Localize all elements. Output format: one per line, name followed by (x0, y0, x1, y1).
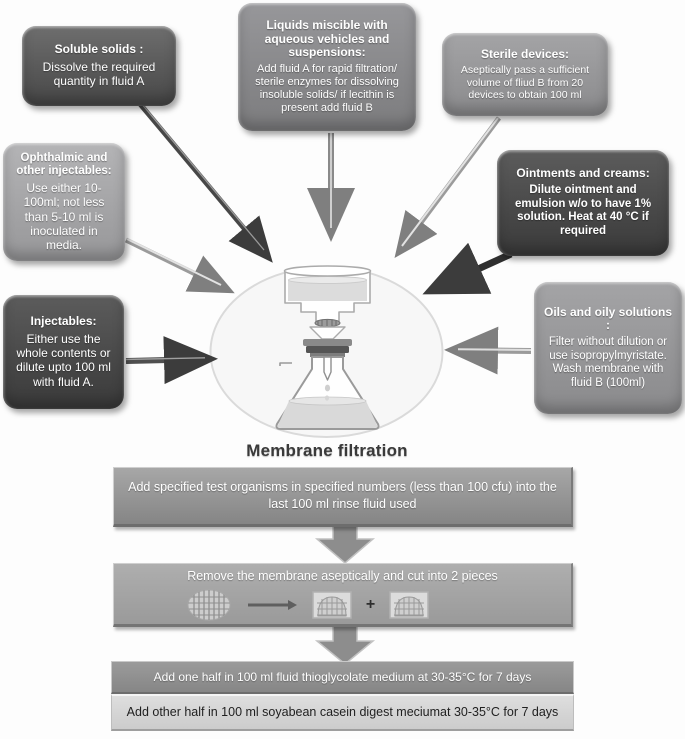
flow-step-text: Add other half in 100 ml soyabean casein digest meciumat 30-35°C for 7 days (126, 705, 559, 719)
callout-title: Sterile devices: (480, 46, 570, 61)
callout-ointments-creams (497, 150, 669, 256)
flow-step-add-organisms (113, 467, 573, 527)
arrow-injectables-icon (126, 358, 209, 361)
callout-ophthalmic-injectables (3, 143, 125, 261)
callout-title: Soluble solids : (54, 42, 144, 57)
arrow-oils-icon (453, 349, 531, 351)
callout-title: Ophthalmic and other injectables: (16, 151, 112, 178)
flow-step-soyabean-casein (111, 694, 574, 731)
flow-step-remove-membrane (113, 563, 573, 627)
callout-body: Filter without dilution or use isopropylmyristate. Wash membrane with fluid B (100ml) (548, 336, 668, 389)
callout-title: Ointments and creams: (516, 166, 650, 181)
callout-title: Injectables: (30, 314, 97, 329)
flow-step-text: Remove the membrane aseptically and cut into 2 pieces (187, 569, 498, 583)
center-caption: Membrane filtration (246, 441, 408, 460)
callout-body: Use either 10-100ml; not less than 5-10 ml is inoculated in media. (23, 181, 105, 252)
callout-body: Dilute ointment and emulsion w/o to have 1% solution. Heat at 40 °C if required (514, 184, 652, 237)
callout-title: Liquids miscible with aqueous vehicles and suspensions: (264, 17, 390, 60)
callout-body: Aseptically pass a sufficient volume of fliud B from 20 devices to obtain 100 ml (460, 64, 590, 102)
plus-sign: + (365, 596, 376, 614)
flow-step-text: Add one half in 100 ml fluid thioglycolate medium at 30-35°C for 7 days (153, 669, 532, 684)
down-arrow-icon (317, 626, 373, 664)
membrane-half-icon (389, 591, 429, 619)
arrow-ointments-icon (432, 254, 511, 290)
membrane-disc-icon (186, 588, 232, 622)
callout-sterile-devices (442, 33, 608, 116)
callout-body: Add fluid A for rapid filtration/ sterile enzymes for dissolving insoluble solids/ if lecithin is present add fluid B (255, 63, 399, 115)
arrow-ophthalmic-icon (126, 239, 228, 290)
arrow-sterile-devices-icon (399, 118, 499, 252)
callout-soluble-solids (22, 26, 176, 106)
membrane-cut-illustration (124, 588, 561, 622)
callout-injectables (3, 295, 124, 409)
membrane-half-icon (312, 591, 352, 619)
callout-liquids-miscible (238, 3, 416, 131)
flow-step-thioglycolate (111, 661, 574, 694)
flow-step-text: Add specified test organisms in specified numbers (less than 100 cfu) into the last 100 ml rinse fluid used (128, 480, 557, 511)
callout-body: Either use the whole contents or dilute upto 100 ml with fluid A. (16, 332, 111, 389)
down-arrow-icon (317, 523, 373, 563)
callout-body: Dissolve the required quantity in fluid A (42, 60, 156, 89)
callout-oils-oily-solutions (534, 282, 682, 414)
callout-title: Oils and oily solutions : (543, 304, 672, 333)
right-arrow-icon (246, 599, 298, 611)
